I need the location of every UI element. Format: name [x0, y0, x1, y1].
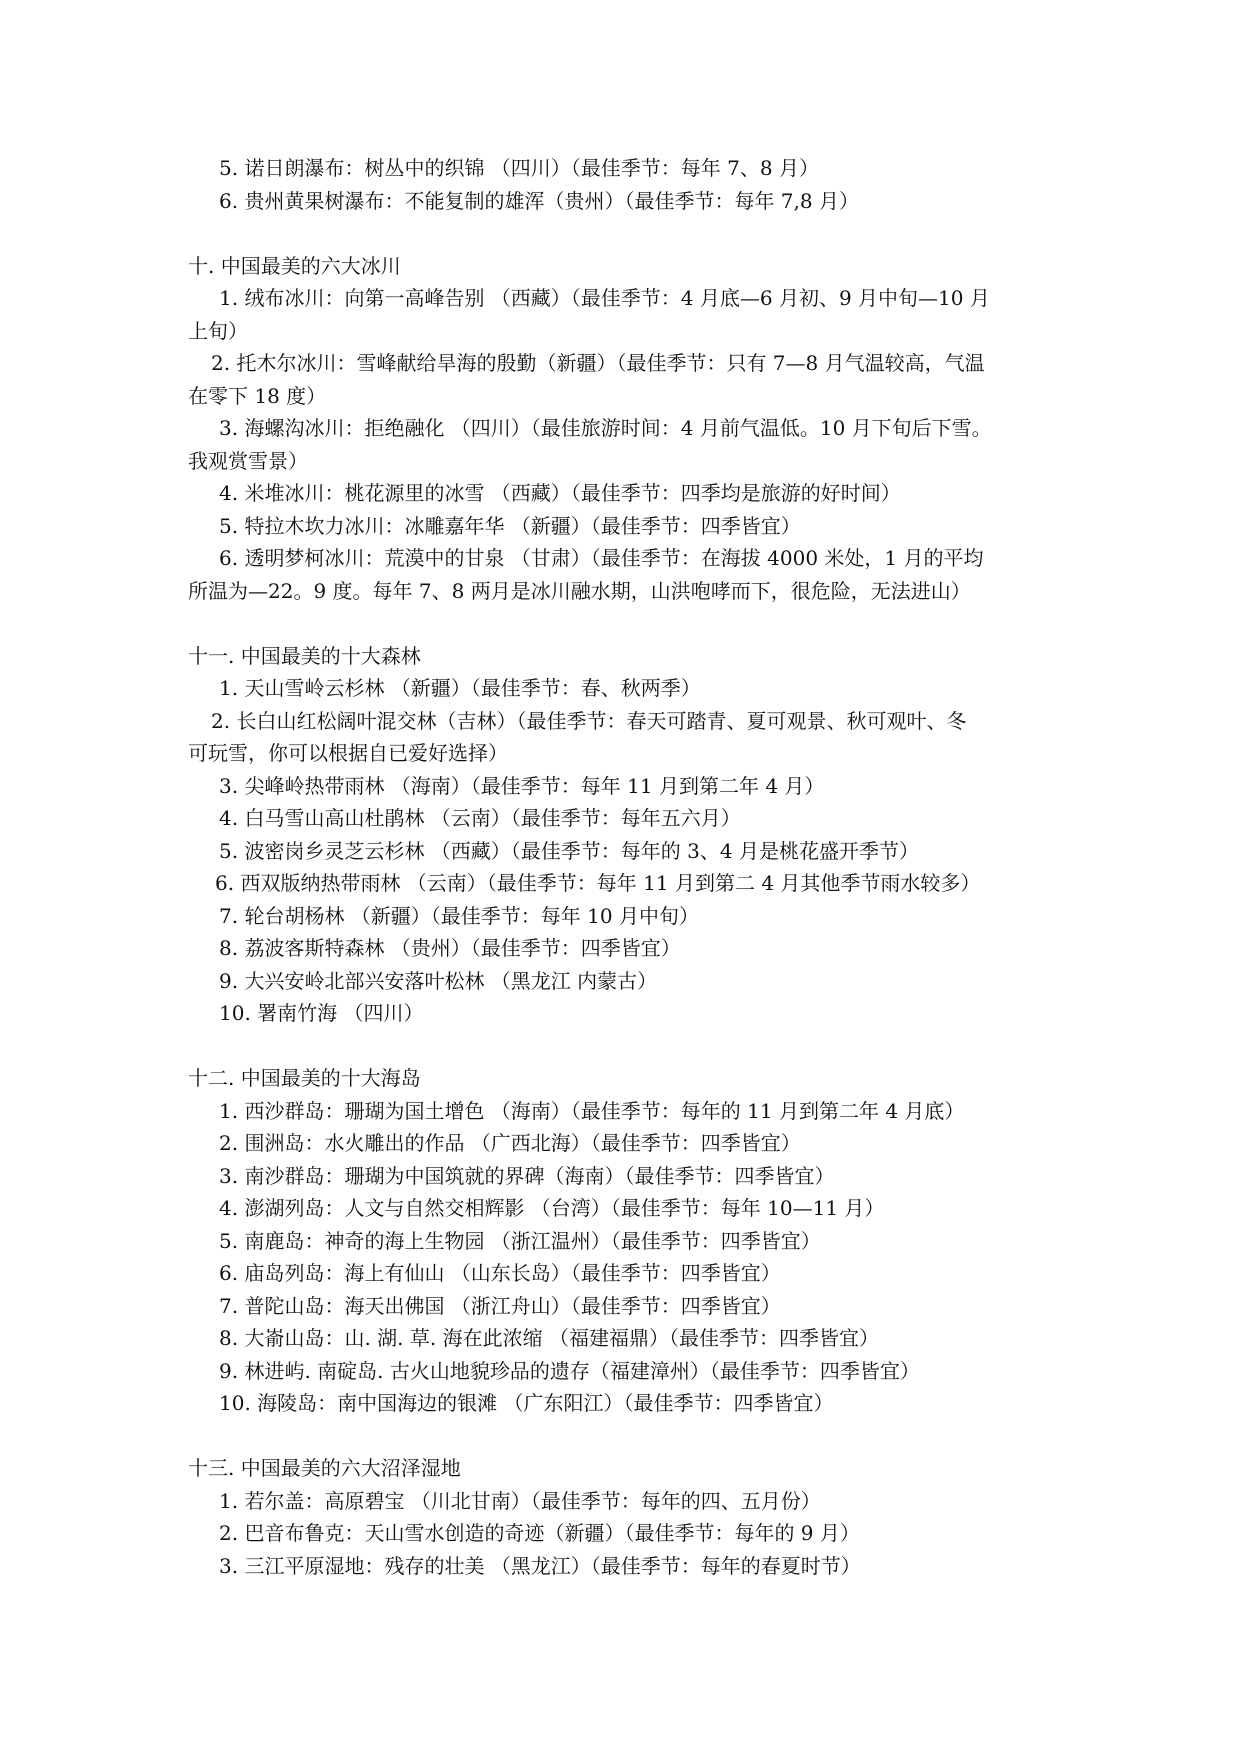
list-item: 5. 波密岗乡灵芝云杉林 （西藏）（最佳季节：每年的 3、4 月是桃花盛开季节）	[219, 838, 919, 863]
list-item: 6. 西双版纳热带雨林 （云南）（最佳季节：每年 11 月到第二 4 月其他季节雨水较多）	[215, 871, 981, 895]
list-item: 3. 南沙群岛：珊瑚为中国筑就的界碑（海南）（最佳季节：四季皆宜）	[219, 1163, 835, 1188]
paragraph-gap	[188, 217, 1068, 250]
list-item: 3. 三江平原湿地：残存的壮美 （黑龙江）（最佳季节：每年的春夏时节）	[219, 1553, 861, 1578]
section-heading: 十. 中国最美的六大冰川	[188, 253, 401, 278]
list-item: 1. 西沙群岛：珊瑚为国土增色 （海南）（最佳季节：每年的 11 月到第二年 4 月底）	[219, 1098, 965, 1123]
list-item: 8. 大嵛山岛：山. 湖. 草. 海在此浓缩 （福建福鼎）（最佳季节：四季皆宜）	[219, 1326, 879, 1350]
section-heading: 十一. 中国最美的十大森林	[188, 643, 421, 668]
list-item-continuation: 所温为—22。9 度。每年 7、8 两月是冰川融水期，山洪咆哮而下，很危险，无法进山）	[188, 578, 971, 603]
list-item-continuation: 我观赏雪景）	[188, 448, 308, 473]
list-item: 5. 诺日朗瀑布：树丛中的织锦 （四川）（最佳季节：每年 7、8 月）	[219, 156, 819, 180]
list-item: 9. 林进屿. 南碇岛. 古火山地貌珍品的遗存（福建漳州）（最佳季节：四季皆宜）	[219, 1358, 920, 1383]
list-item: 2. 巴音布鲁克：天山雪水创造的奇迹（新疆）（最佳季节：每年的 9 月）	[219, 1521, 860, 1545]
list-item: 6. 庙岛列岛：海上有仙山 （山东长岛）（最佳季节：四季皆宜）	[219, 1261, 781, 1285]
list-item: 2. 围洲岛：水火雕出的作品 （广西北海）（最佳季节：四季皆宜）	[219, 1131, 801, 1155]
document-body	[188, 152, 1068, 1582]
list-item: 4. 澎湖列岛：人文与自然交相辉影 （台湾）（最佳季节：每年 10—11 月）	[219, 1196, 885, 1220]
list-item: 10. 署南竹海 （四川）	[219, 1001, 424, 1025]
list-item: 3. 尖峰岭热带雨林 （海南）（最佳季节：每年 11 月到第二年 4 月）	[219, 773, 825, 798]
section-heading: 十二. 中国最美的十大海岛	[188, 1066, 421, 1090]
list-item-continuation: 可玩雪，你可以根据自已爱好选择）	[188, 741, 508, 765]
list-item: 7. 轮台胡杨林 （新疆）（最佳季节：每年 10 月中旬）	[219, 903, 699, 928]
list-item: 9. 大兴安岭北部兴安落叶松林 （黑龙江 内蒙古）	[219, 968, 658, 993]
list-item: 4. 米堆冰川：桃花源里的冰雪 （西藏）（最佳季节：四季均是旅游的好时间）	[219, 481, 901, 505]
list-item: 1. 绒布冰川：向第一高峰告别 （西藏）（最佳季节：4 月底—6 月初、9 月中旬—10 月	[219, 286, 990, 310]
paragraph-gap	[188, 1420, 1068, 1453]
list-item-continuation: 上旬）	[188, 318, 248, 343]
section-heading: 十三. 中国最美的六大沼泽湿地	[188, 1456, 461, 1480]
list-item: 6. 透明梦柯冰川：荒漠中的甘泉 （甘肃）（最佳季节：在海拔 4000 米处，1 月的平均	[219, 546, 984, 570]
list-item: 2. 长白山红松阔叶混交林（吉林）（最佳季节：春天可踏青、夏可观景、秋可观叶、冬	[211, 708, 967, 733]
list-item: 7. 普陀山岛：海天出佛国 （浙江舟山）（最佳季节：四季皆宜）	[219, 1293, 781, 1318]
list-item: 5. 特拉木坎力冰川：冰雕嘉年华 （新疆）（最佳季节：四季皆宜）	[219, 513, 801, 538]
list-item: 8. 荔波客斯特森林 （贵州）（最佳季节：四季皆宜）	[219, 936, 681, 960]
list-item: 2. 托木尔冰川：雪峰献给旱海的殷勤（新疆）（最佳季节：只有 7—8 月气温较高，气温	[211, 351, 985, 375]
list-item: 5. 南鹿岛：神奇的海上生物园 （浙江温州）（最佳季节：四季皆宜）	[219, 1228, 821, 1253]
list-item: 10. 海陵岛：南中国海边的银滩 （广东阳江）（最佳季节：四季皆宜）	[219, 1391, 834, 1415]
list-item: 6. 贵州黄果树瀑布：不能复制的雄浑（贵州）（最佳季节：每年 7,8 月）	[219, 188, 859, 213]
list-item-continuation: 在零下 18 度）	[188, 383, 327, 408]
list-item: 1. 若尔盖：高原碧宝 （川北甘南）（最佳季节：每年的四、五月份）	[219, 1488, 821, 1513]
list-item: 4. 白马雪山高山杜鹃林 （云南）（最佳季节：每年五六月）	[219, 806, 741, 830]
paragraph-gap	[188, 607, 1068, 640]
paragraph-gap	[188, 1030, 1068, 1063]
list-item: 3. 海螺沟冰川：拒绝融化 （四川）（最佳旅游时间：4 月前气温低。10 月下旬后下雪。	[219, 416, 992, 440]
list-item: 1. 天山雪岭云杉林 （新疆）（最佳季节：春、秋两季）	[219, 676, 701, 700]
